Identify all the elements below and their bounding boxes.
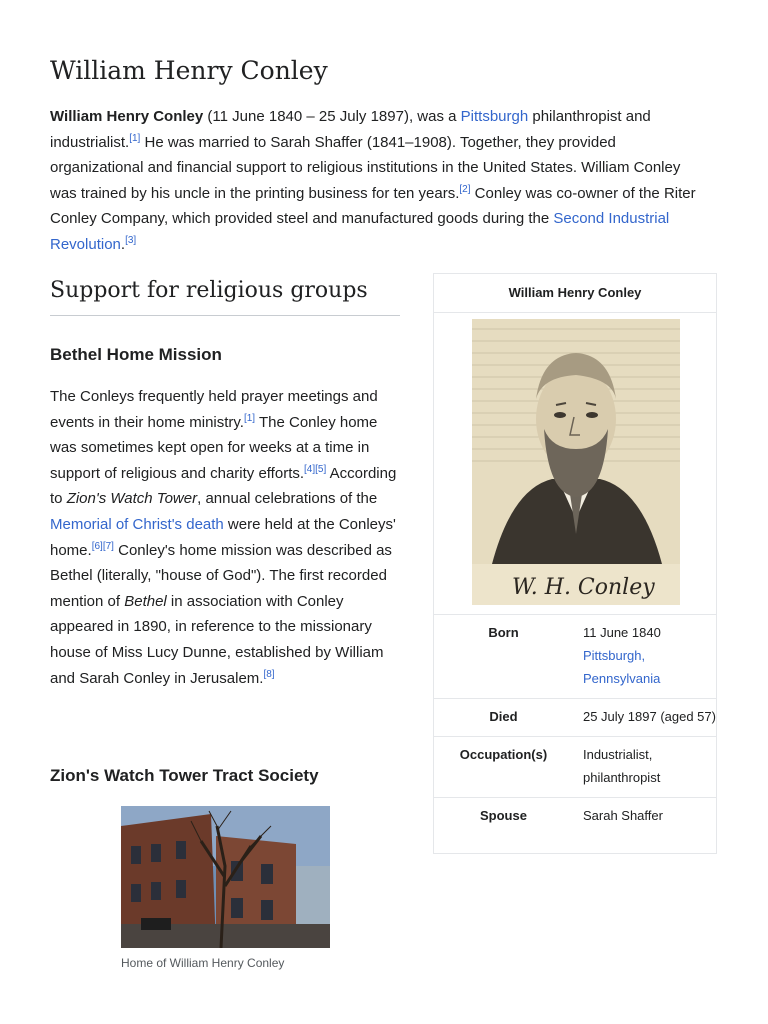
infobox-row-died	[434, 699, 716, 737]
bethel-paragraph	[50, 384, 400, 691]
occupation-label: Occupation(s)	[459, 747, 548, 762]
zion-heading: Zion's Watch Tower Tract Society	[50, 766, 319, 785]
born-date: 11 June 1840	[582, 625, 661, 640]
bethel-text-7: in association with Conley appeared in 1890, in reference to the missionary house of Miss Lucy Dunne, established by William and Sarah Conley in Jerusalem.	[50, 592, 384, 687]
born-label: Born	[488, 625, 519, 640]
intro-text-3: He was married to Sarah Shaffer (1841–1908). Together, they provided organizational and financial support to religious institutions in the United States. William Conley was trained by his uncle in the printing business for ten years.	[50, 133, 681, 202]
bethel-heading: Bethel Home Mission	[50, 345, 222, 364]
died-value: 25 July 1897 (aged 57)	[582, 709, 716, 724]
ref-6-7-link[interactable]: [6][7]	[91, 540, 114, 552]
occupation-value: Industrialist, philanthropist	[582, 747, 661, 785]
svg-text:W. H. Conley: W. H. Conley	[512, 575, 655, 600]
bethel-text-3: According to	[50, 464, 397, 508]
infobox-caption: William Henry Conley	[434, 274, 716, 313]
born-value	[573, 615, 716, 698]
ref-1-link[interactable]: [1]	[243, 412, 256, 424]
bethel-text-5: were held at the Conleys' home.	[50, 515, 396, 559]
house-photo[interactable]	[121, 806, 330, 948]
intro-text-5: .	[120, 235, 126, 253]
bethel-italic: Bethel	[124, 592, 167, 610]
born-place-link[interactable]: Pittsburgh, Pennsylvania	[582, 648, 661, 686]
portrait-image[interactable]	[472, 319, 680, 605]
infobox	[433, 273, 717, 854]
ref-2-link[interactable]: [2]	[459, 183, 471, 195]
spouse-value: Sarah Shaffer	[582, 808, 663, 823]
second-industrial-revolution-link[interactable]: Second Industrial Revolution	[50, 210, 670, 253]
subject-name: William Henry Conley	[50, 108, 204, 125]
spouse-label: Spouse	[480, 808, 527, 823]
infobox-row-occupation	[434, 737, 716, 798]
ref-3-link[interactable]: [3]	[125, 234, 137, 246]
bethel-text-6: Conley's home mission was described as Bethel (literally, "house of God"). The first recorded mention of	[50, 541, 392, 610]
bethel-text-2: The Conley home was sometimes kept open for weeks at a time in support of religious and charity efforts.	[50, 413, 378, 482]
ref-4-5-link[interactable]: [4][5]	[304, 463, 327, 475]
bethel-text-1: The Conleys frequently held prayer meetings and events in their home ministry.	[50, 388, 378, 431]
infobox-row-spouse	[434, 798, 716, 835]
intro-text-4: Conley was co-owner of the Riter Conley Company, which provided steel and manufactured goods during the	[50, 184, 696, 227]
signature	[512, 575, 655, 600]
ref-8-link[interactable]: [8]	[263, 668, 275, 680]
intro-text-1: (11 June 1840 – 25 July 1897), was a	[203, 108, 461, 125]
section-heading-religious-groups: Support for religious groups	[50, 278, 400, 316]
infobox-row-born	[434, 615, 716, 699]
infobox-image-cell	[434, 313, 716, 615]
ref-1-link[interactable]: [1]	[129, 132, 141, 144]
died-label: Died	[489, 709, 518, 724]
page-title: William Henry Conley	[50, 56, 328, 85]
zions-watch-tower-italic: Zion's Watch Tower	[66, 490, 198, 508]
intro-paragraph	[50, 104, 710, 257]
bethel-text-4: , annual celebrations of the	[197, 490, 378, 508]
pittsburgh-link[interactable]: Pittsburgh	[460, 108, 529, 125]
photo-caption: Home of William Henry Conley	[121, 956, 285, 970]
memorial-link[interactable]: Memorial of Christ's death	[50, 515, 224, 533]
intro-text-2: philanthropist and industrialist.	[50, 108, 651, 151]
